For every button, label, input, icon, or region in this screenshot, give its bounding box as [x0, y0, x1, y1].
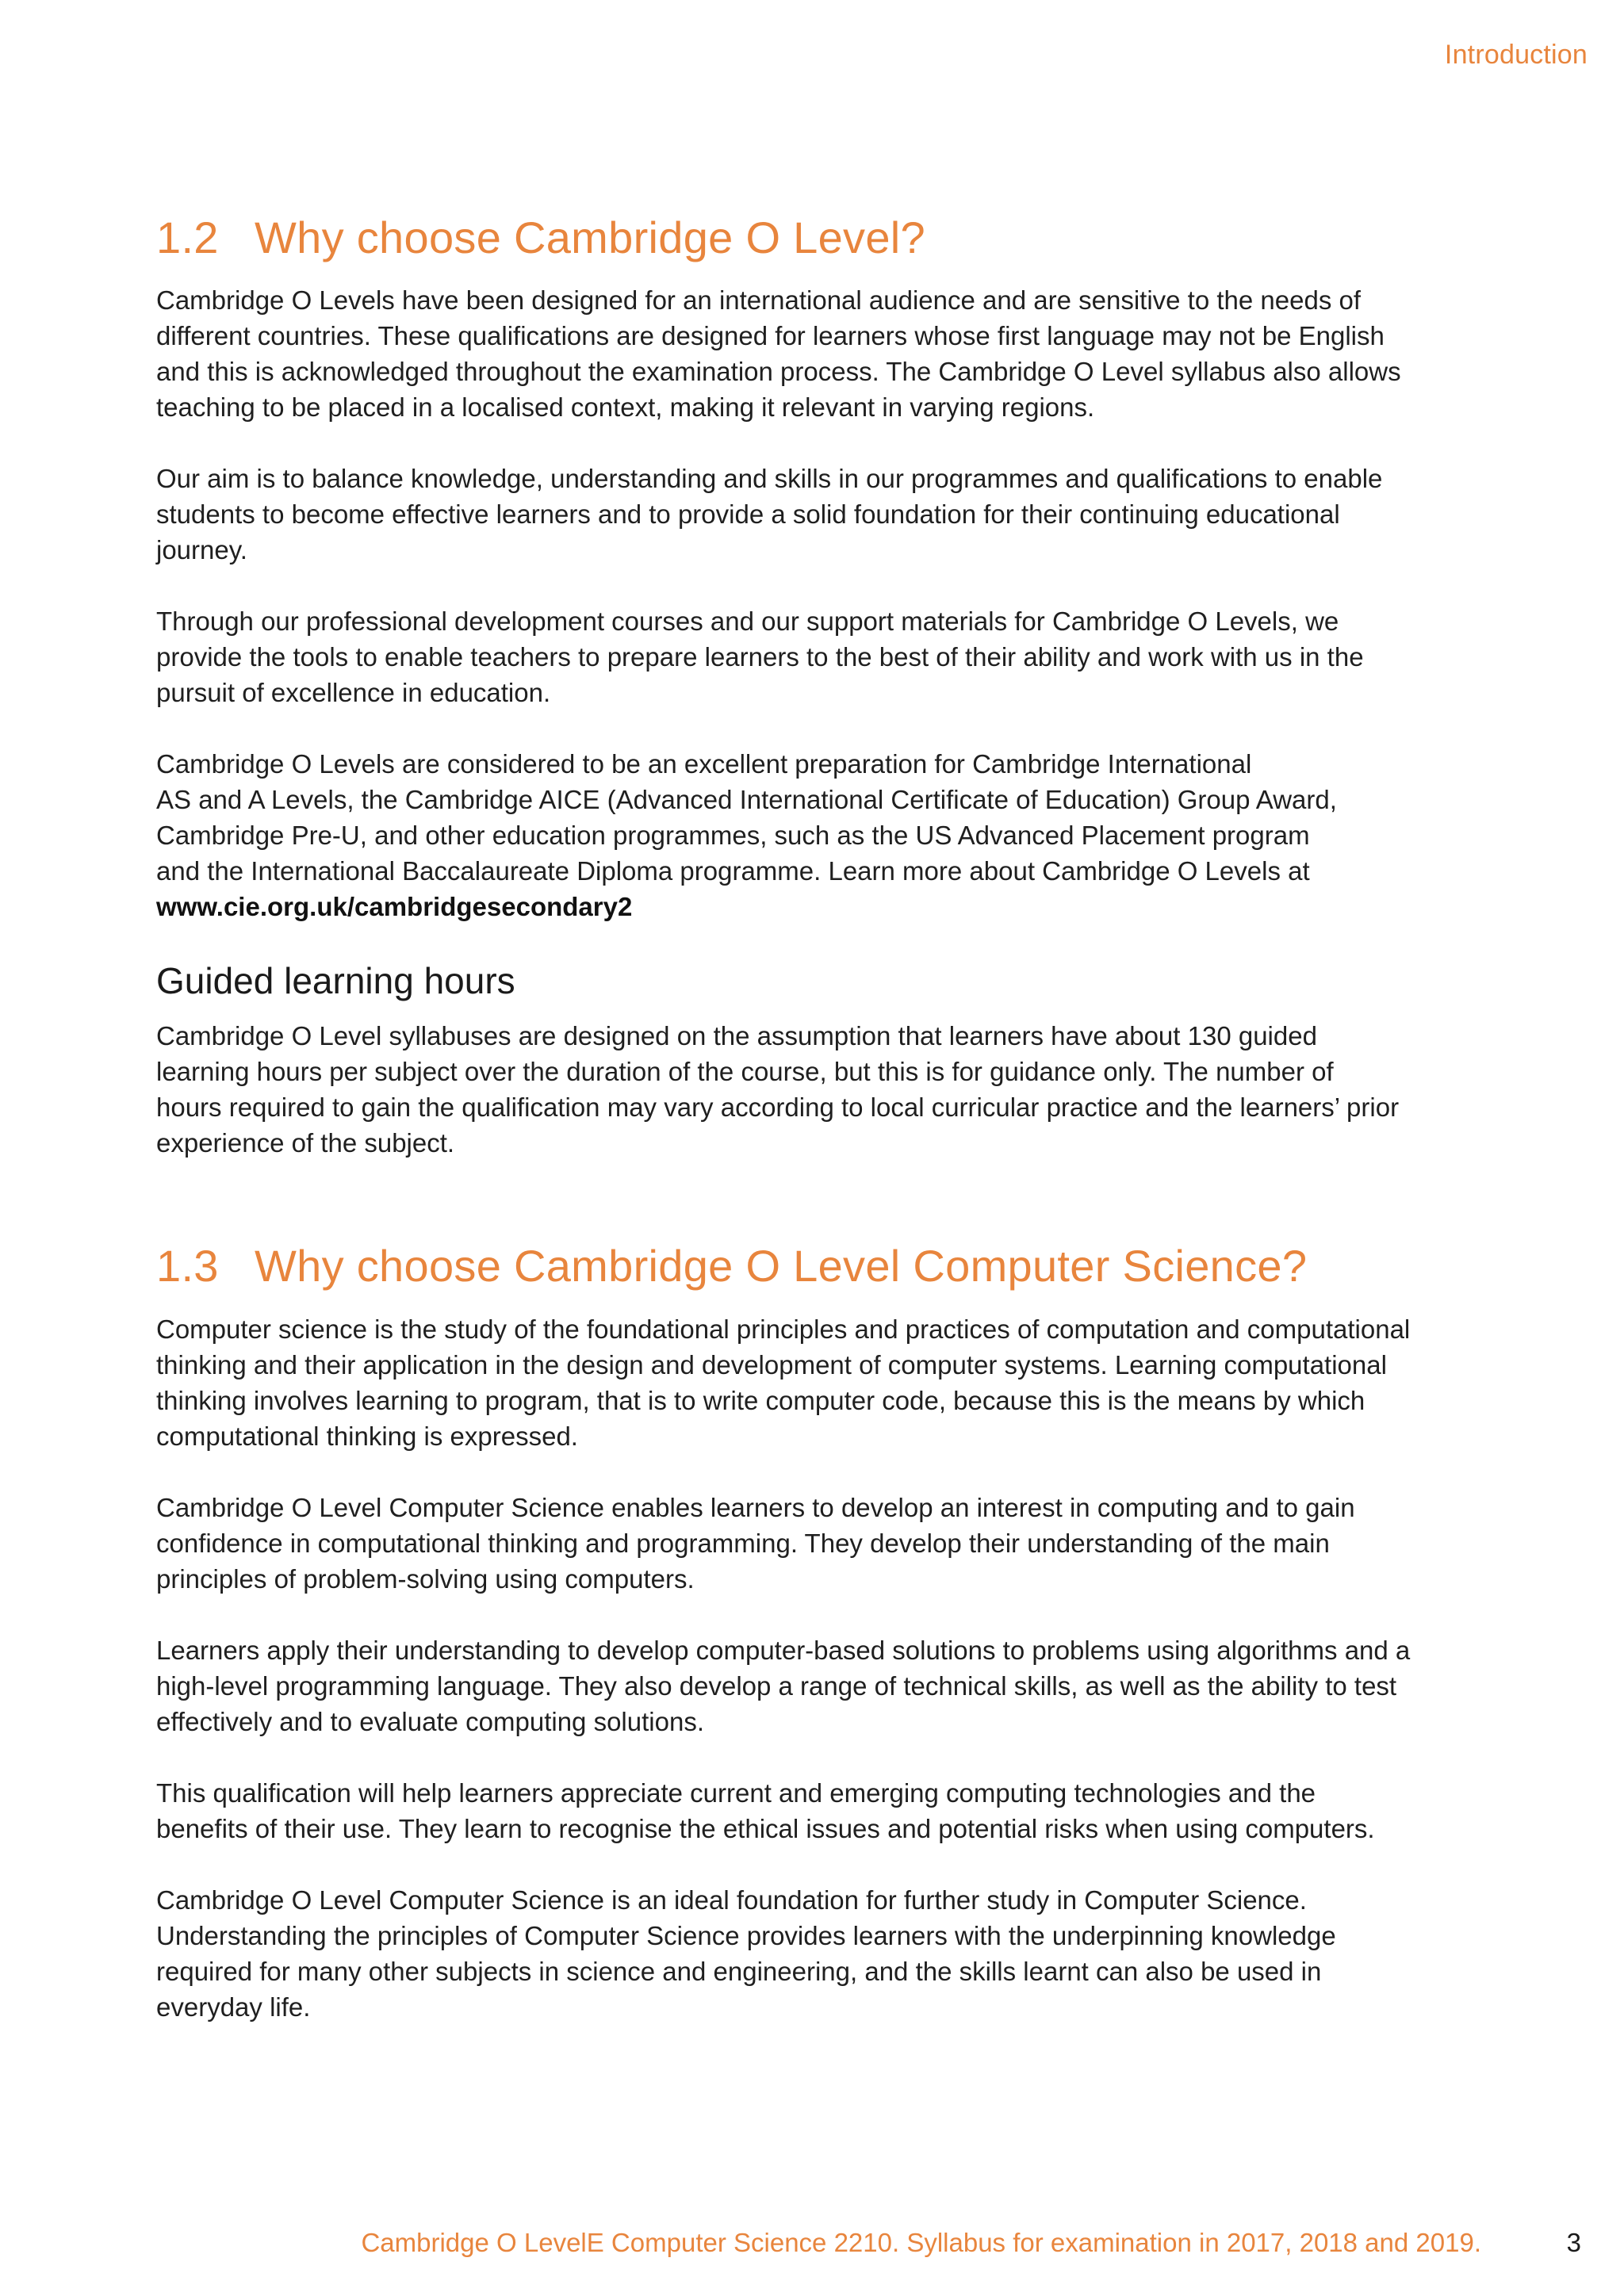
paragraph: Cambridge O Level Computer Science is an ideal foundation for further study in Computer Science. Understanding the principles of Computer Science provides learners with the underpinning knowledge required for many other subjects in science and engineering, and the skills learnt can also be used in everyday life. [156, 1885, 1336, 2022]
section-number: 1.2 [156, 212, 219, 262]
section-spacer [156, 1196, 1496, 1241]
section-heading-1-3 [156, 1241, 1496, 1292]
paragraph: Computer science is the study of the foundational principles and practices of computation and computational thinking and their application in the design and development of computer systems. Learning computational thinking involves learning to program, that is to write computer code, because this is the means by which computational thinking is expressed. [156, 1314, 1411, 1451]
section-heading-1-2 [156, 212, 1496, 263]
section-title: Why choose Cambridge O Level? [255, 212, 925, 262]
section-title: Why choose Cambridge O Level Computer Science? [255, 1241, 1308, 1292]
website-link[interactable]: www.cie.org.uk/cambridgesecondary2 [156, 892, 633, 922]
section-number: 1.3 [156, 1241, 219, 1292]
paragraph: This qualification will help learners appreciate current and emerging computing technologies and the benefits of their use. They learn to recognise the ethical issues and potential risks when using computers. [156, 1777, 1375, 1843]
page-number: 3 [1566, 2228, 1581, 2257]
paragraph: Cambridge O Level Computer Science enables learners to develop an interest in computing and to gain confidence in computational thinking and programming. They develop their understanding of the main principles of problem-solving using computers. [156, 1492, 1355, 1594]
sub-heading-guided-learning-hours: Guided learning hours [156, 960, 515, 1002]
paragraph: Our aim is to balance knowledge, understanding and skills in our programmes and qualifications to enable students to become effective learners and to provide a solid foundation for their continuing educational journey. [156, 464, 1383, 565]
paragraph: Cambridge O Levels are considered to be an excellent preparation for Cambridge International AS and A Levels, the Cambridge AICE (Advanced International Certificate of Education) Group Award, Cambridge Pre-U, and other education programmes, such as the US Advanced Placement program and the International Baccalaureate Diploma programme. Learn more about Cambridge O Levels at [156, 749, 1337, 886]
footer-text: Cambridge O LevelE Computer Science 2210. Syllabus for examination in 2017, 2018 and 2019. [361, 2228, 1481, 2257]
paragraph: Through our professional development courses and our support materials for Cambridge O Levels, we provide the tools to enable teachers to prepare learners to the best of their ability and work with us in the pursuit of excellence in education. [156, 607, 1364, 708]
paragraph: Cambridge O Level syllabuses are designed on the assumption that learners have about 130 guided learning hours per subject over the duration of the course, but this is for guidance only. The number of hours required to gain the qualification may vary according to local curricular practice and the learners’ prior experience of the subject. [156, 1021, 1400, 1158]
page-content [156, 212, 1496, 2061]
paragraph: Learners apply their understanding to develop computer-based solutions to problems using algorithms and a high-level programming language. They also develop a range of technical skills, as well as the ability to test effectively and to evaluate computing solutions. [156, 1635, 1411, 1736]
running-header: Introduction [1444, 40, 1588, 70]
paragraph: Cambridge O Levels have been designed for an international audience and are sensitive to the needs of different countries. These qualifications are designed for learners whose first language may not be English and this is acknowledged throughout the examination process. The Cambridge O Level syllabus also allows teaching to be placed in a localised context, making it relevant in varying regions. [156, 285, 1401, 423]
